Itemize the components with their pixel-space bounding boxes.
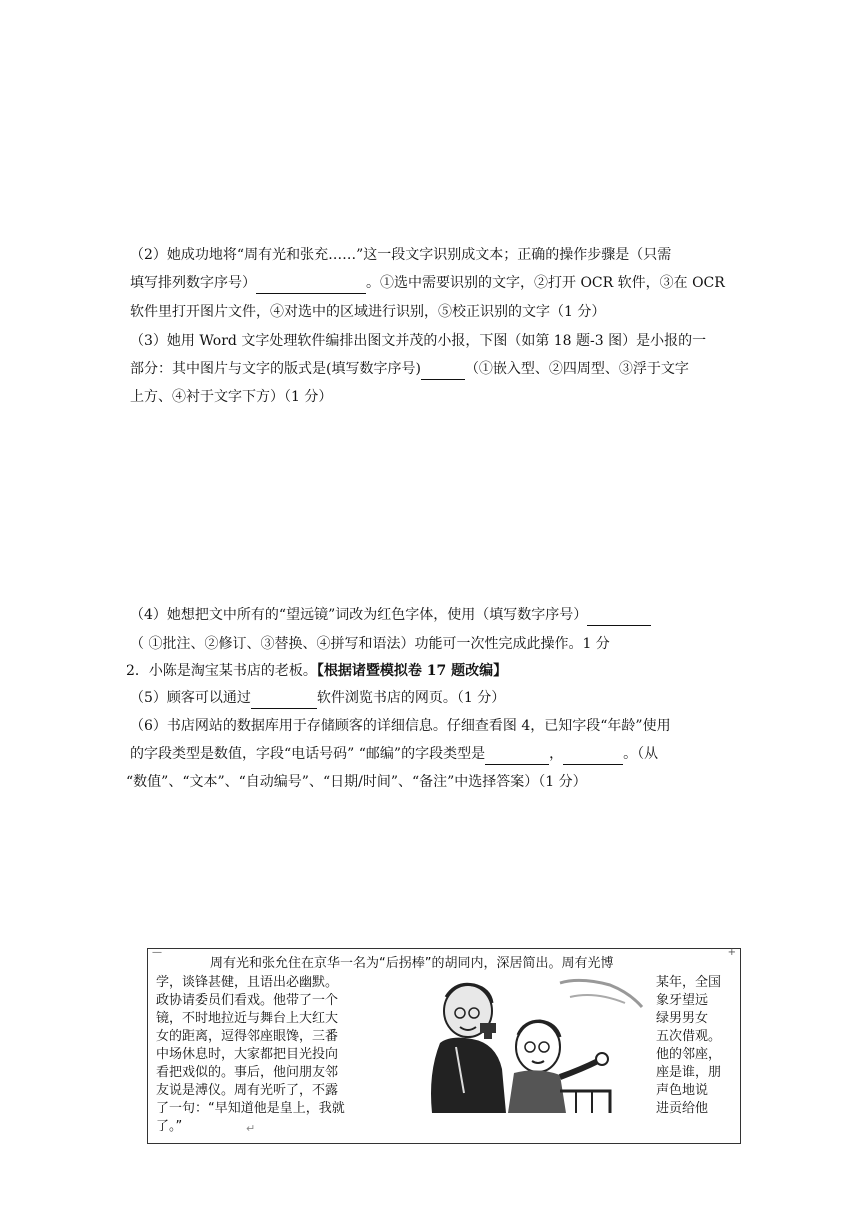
newspaper-left-line: 中场休息时，大家都把目光投向 <box>156 1047 339 1062</box>
paragraph-mark-icon: ↵ <box>246 1122 256 1135</box>
q6-line2-suffix: 。（从 <box>623 746 659 762</box>
q-main2-source: 【根据诸暨模拟卷 17 题改编】 <box>316 663 508 679</box>
q2-line2-suffix: 。①选中需要识别的文字，②打开 OCR 软件，③在 OCR <box>366 275 725 291</box>
q6-line2-prefix: 的字段类型是数值，字段“电话号码” “邮编”的字段类型是 <box>130 746 486 762</box>
newspaper-left-line: 镜，不时地拉近与舞台上大红大 <box>156 1011 339 1026</box>
newspaper-left-line: 女的距离，逗得邻座眼馋，三番 <box>156 1029 339 1044</box>
q3-answer-blank[interactable] <box>421 359 465 380</box>
newspaper-left-line: 了一句：“早知道他是皇上，我就 <box>156 1101 345 1116</box>
newspaper-clipping <box>147 948 741 1144</box>
q-main2-heading <box>126 661 731 681</box>
newspaper-left-line: 看把戏似的。事后，他问朋友邻 <box>156 1065 339 1080</box>
q5-answer-blank[interactable] <box>251 688 317 709</box>
cartoon-illustration <box>410 973 650 1119</box>
newspaper-left-line: 友说是溥仪。周有光听了，不露 <box>156 1083 339 1098</box>
q3-line2 <box>130 359 735 380</box>
q4-answer-blank[interactable] <box>587 605 651 626</box>
newspaper-right-line: 声色地说 <box>656 1083 709 1098</box>
corner-mark-right: + <box>727 947 736 958</box>
newspaper-left-line: 了。” <box>156 1119 183 1134</box>
q4-line2: （ ①批注、②修订、③替换、④拼写和语法）功能可一次性完成此操作。1 分 <box>130 636 610 652</box>
q2-line2 <box>130 273 735 294</box>
q6-answer-blank-2[interactable] <box>563 744 623 765</box>
q-main2-prefix: 2．小陈是淘宝某书店的老板。 <box>126 663 317 679</box>
q2-line2-prefix: 填写排列数字序号） <box>130 275 256 291</box>
newspaper-first-line: 周有光和张允住在京华一名为“后拐棒”的胡同内，深居简出。周有光博 <box>210 956 614 971</box>
q2-line3: 软件里打开图片文件，④对选中的区域进行识别，⑤校正识别的文字（1 分） <box>130 304 606 320</box>
q2-answer-blank[interactable] <box>256 273 366 294</box>
newspaper-right-line: 他的邻座， <box>656 1047 722 1062</box>
newspaper-right-line: 座是谁，朋 <box>656 1065 722 1080</box>
q6-answer-blank-1[interactable] <box>485 744 549 765</box>
q6-line1: （6）书店网站的数据库用于存储顾客的详细信息。仔细查看图 4，已知字段“年龄”使用 <box>130 718 671 734</box>
q5-suffix: 软件浏览书店的网页。（1 分） <box>316 690 506 706</box>
q4-line1-text: （4）她想把文中所有的“望远镜”词改为红色字体，使用（填写数字序号） <box>130 607 588 623</box>
newspaper-right-line: 象牙望远 <box>656 993 709 1008</box>
q3-line2-suffix: （①嵌入型、②四周型、③浮于文字 <box>464 361 689 377</box>
q6-line2-sep: ， <box>549 746 564 762</box>
q3-line3: 上方、④衬于文字下方）（1 分） <box>130 389 333 405</box>
newspaper-right-line: 绿男男女 <box>656 1011 709 1026</box>
q6-line3: “数值”、“文本”、“自动编号”、“日期/时间”、“备注”中选择答案）（1 分） <box>126 774 587 790</box>
newspaper-left-line: 学，谈锋甚健，且语出必幽默。 <box>156 975 339 990</box>
q6-line2 <box>130 744 735 765</box>
q4-line1 <box>130 605 735 626</box>
q2-line1: （2）她成功地将“周有光和张充……”这一段文字识别成文本；正确的操作步骤是（只需 <box>130 247 672 263</box>
corner-mark-left: — <box>152 947 162 958</box>
q3-line1: （3）她用 Word 文字处理软件编排出图文并茂的小报，下图（如第 18 题-3 图）是小报的一 <box>130 333 707 349</box>
newspaper-right-line: 某年，全国 <box>656 975 722 990</box>
newspaper-right-line: 进贡给他 <box>656 1101 709 1116</box>
newspaper-right-line: 五次借观。 <box>656 1029 722 1044</box>
newspaper-left-line: 政协请委员们看戏。他带了一个 <box>156 993 339 1008</box>
q5-prefix: （5）顾客可以通过 <box>130 690 251 706</box>
q3-line2-prefix: 部分：其中图片与文字的版式是(填写数字序号) <box>130 361 421 377</box>
q5-line <box>130 688 735 709</box>
